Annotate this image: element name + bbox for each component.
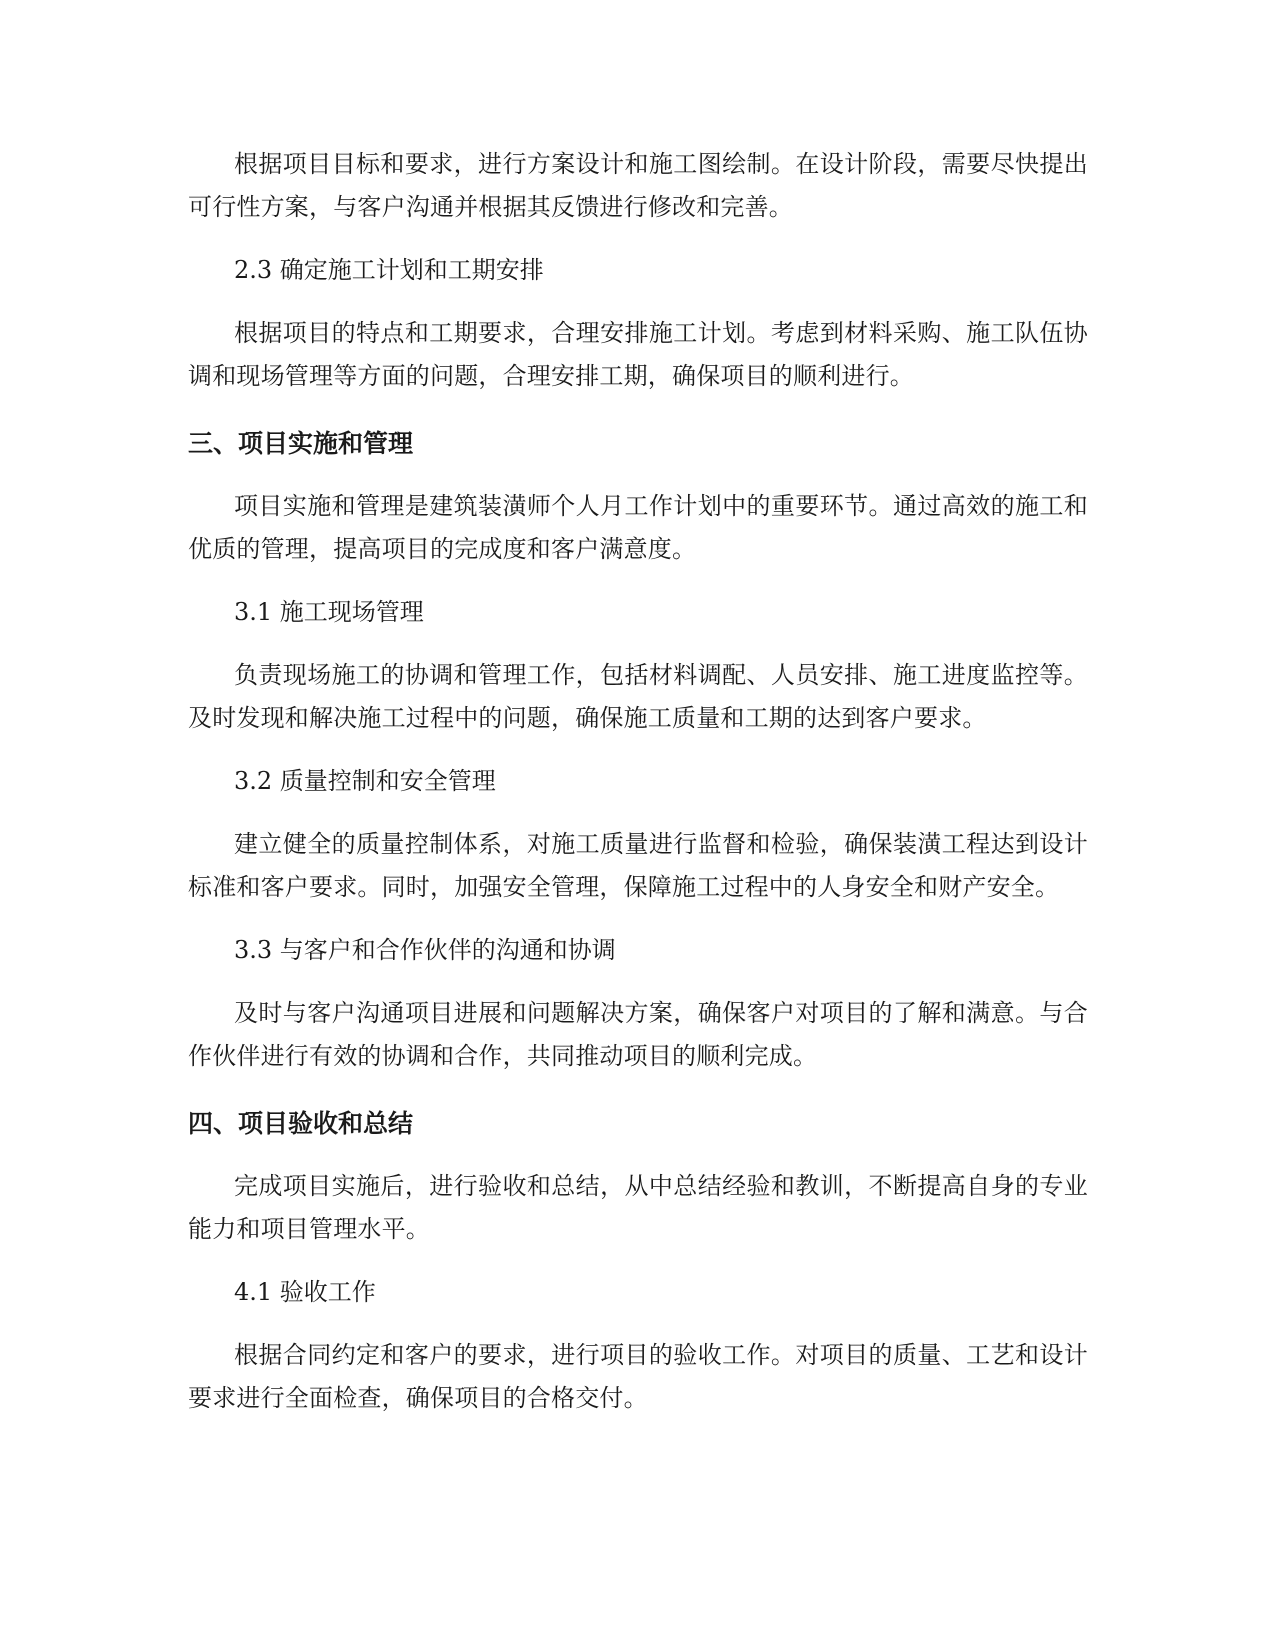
paragraph-construction-plan: 根据项目的特点和工期要求，合理安排施工计划。考虑到材料采购、施工队伍协调和现场管理等方面的问题，合理安排工期，确保项目的顺利进行。	[188, 319, 1088, 390]
subheading-3-1: 3.1 施工现场管理	[234, 598, 424, 626]
paragraph-design-phase: 根据项目目标和要求，进行方案设计和施工图绘制。在设计阶段，需要尽快提出可行性方案，与客户沟通并根据其反馈进行修改和完善。	[188, 150, 1088, 221]
document-body	[188, 143, 1088, 1440]
paragraph-acceptance-work: 根据合同约定和客户的要求，进行项目的验收工作。对项目的质量、工艺和设计要求进行全面检查，确保项目的合格交付。	[188, 1341, 1088, 1412]
subheading-2-3: 2.3 确定施工计划和工期安排	[234, 256, 544, 284]
section-heading-4: 四、项目验收和总结	[188, 1109, 414, 1138]
paragraph-implementation-intro: 项目实施和管理是建筑装潢师个人月工作计划中的重要环节。通过高效的施工和优质的管理，提高项目的完成度和客户满意度。	[188, 492, 1088, 563]
paragraph-quality-safety: 建立健全的质量控制体系，对施工质量进行监督和检验，确保装潢工程达到设计标准和客户要求。同时，加强安全管理，保障施工过程中的人身安全和财产安全。	[188, 830, 1088, 901]
section-heading-3: 三、项目实施和管理	[188, 429, 414, 458]
paragraph-site-management: 负责现场施工的协调和管理工作，包括材料调配、人员安排、施工进度监控等。及时发现和解决施工过程中的问题，确保施工质量和工期的达到客户要求。	[188, 661, 1088, 732]
subheading-4-1: 4.1 验收工作	[234, 1278, 376, 1306]
paragraph-acceptance-intro: 完成项目实施后，进行验收和总结，从中总结经验和教训，不断提高自身的专业能力和项目管理水平。	[188, 1172, 1088, 1243]
paragraph-communication: 及时与客户沟通项目进展和问题解决方案，确保客户对项目的了解和满意。与合作伙伴进行有效的协调和合作，共同推动项目的顺利完成。	[188, 999, 1088, 1070]
subheading-3-3: 3.3 与客户和合作伙伴的沟通和协调	[234, 936, 616, 964]
subheading-3-2: 3.2 质量控制和安全管理	[234, 767, 496, 795]
